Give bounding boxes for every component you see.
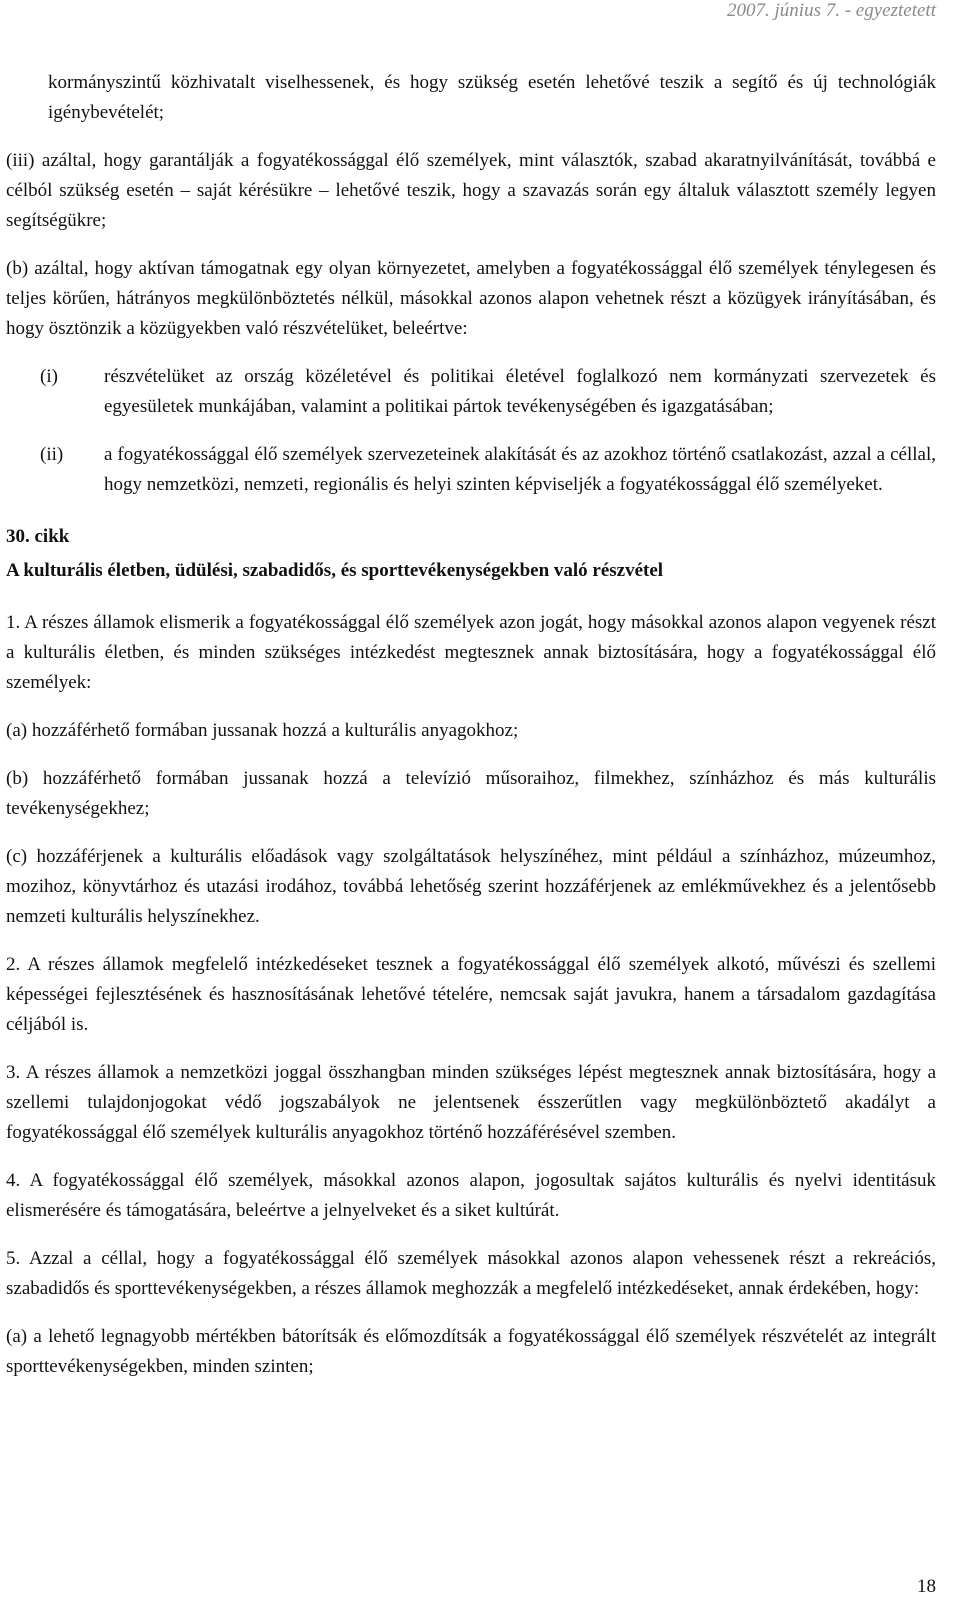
document-date-header: 2007. június 7. - egyeztetett bbox=[727, 0, 936, 21]
article-paragraph-1-b: (b) hozzáférhető formában jussanak hozzá a televízió műsoraihoz, filmekhez, színházhoz és más kulturális tevékenységekhez; bbox=[6, 768, 936, 819]
clause-b-i bbox=[40, 362, 936, 422]
article-paragraph-5-a: (a) a lehető legnagyobb mértékben bátorítsák és előmozdítsák a fogyatékossággal élő személyek részvételét az integrált sporttevékenységekben, minden szinten; bbox=[6, 1326, 936, 1377]
clause-iii: (iii) azáltal, hogy garantálják a fogyatékossággal élő személyek, mint választók, szabad akaratnyilvánítását, továbbá e célból szükség esetén – saját kérésükre – lehetővé teszik, hogy a szavazás során egy általuk választott személy legyen segítségükre; bbox=[6, 150, 936, 231]
article-title: A kulturális életben, üdülési, szabadidős, és sporttevékenységekben való részvétel bbox=[6, 560, 664, 581]
article-paragraph-2: 2. A részes államok megfelelő intézkedéseket tesznek a fogyatékossággal élő személyek alkotó, művészi és szellemi képességei fejlesztésének és hasznosításának lehetővé tételére, nemcsak saját javukra, hanem a társadalom gazdagítása céljából is. bbox=[6, 954, 936, 1035]
article-paragraph-5: 5. Azzal a céllal, hogy a fogyatékossággal élő személyek másokkal azonos alapon vehessenek részt a rekreációs, szabadidős és sporttevékenységekben, a részes államok meghozzák a megfelelő intézkedéseket, annak érdekében, hogy: bbox=[6, 1248, 936, 1299]
article-paragraph-4: 4. A fogyatékossággal élő személyek, másokkal azonos alapon, jogosultak sajátos kulturális és nyelvi identitásuk elismerésére és támogatására, beleértve a jelnyelveket és a siket kultúrát. bbox=[6, 1170, 936, 1221]
clause-b-ii-text: a fogyatékossággal élő személyek szervezeteinek alakítását és az azokhoz történő csatlakozást, azzal a céllal, hogy nemzetközi, nemzeti, regionális és helyi szinten képviseljék a fogyatékossággal élő személyeket. bbox=[104, 444, 936, 495]
paragraph-continuation: kormányszintű közhivatalt viselhessenek, és hogy szükség esetén lehetővé teszik a segítő és új technológiák igénybevételét; bbox=[48, 72, 936, 123]
clause-b-ii-label: (ii) bbox=[40, 444, 64, 465]
article-paragraph-1-a: (a) hozzáférhető formában jussanak hozzá a kulturális anyagokhoz; bbox=[6, 720, 519, 741]
article-paragraph-3: 3. A részes államok a nemzetközi joggal összhangban minden szükséges lépést megtesznek annak biztosítására, hogy a szellemi tulajdonjogokat védő jogszabályok ne jelentsenek ésszerűtlen vagy megkülönböztető akadályt a fogyatékossággal élő személyek kulturális anyagokhoz történő hozzáférésével szemben. bbox=[6, 1062, 936, 1143]
page-number: 18 bbox=[917, 1576, 936, 1597]
document-body bbox=[6, 68, 936, 1382]
clause-b-i-text: részvételüket az ország közéletével és politikai életével foglalkozó nem kormányzati szervezetek és egyesületek munkájában, valamint a politikai pártok tevékenységében és igazgatásában; bbox=[104, 366, 936, 417]
clause-b-ii bbox=[40, 440, 936, 500]
article-paragraph-1-c: (c) hozzáférjenek a kulturális előadások vagy szolgáltatások helyszínéhez, mint például a színházhoz, múzeumhoz, mozihoz, könyvtárhoz és utazási irodához, továbbá lehetőség szerint hozzáférjenek az emlékművekhez és a jelentősebb nemzeti kulturális helyszínekhez. bbox=[6, 846, 936, 927]
article-paragraph-1: 1. A részes államok elismerik a fogyatékossággal élő személyek azon jogát, hogy másokkal azonos alapon vegyenek részt a kulturális életben, és minden szükséges intézkedést megtesznek annak biztosítására, hogy a fogyatékossággal élő személyek: bbox=[6, 612, 936, 693]
clause-b: (b) azáltal, hogy aktívan támogatnak egy olyan környezetet, amelyben a fogyatékossággal élő személyek ténylegesen és teljes körűen, hátrányos megkülönböztetés nélkül, másokkal azonos alapon vehetnek részt a közügyek irányításában, és hogy ösztönzik a közügyekben való részvételüket, beleértve: bbox=[6, 258, 936, 339]
clause-b-i-label: (i) bbox=[40, 366, 58, 387]
article-number: 30. cikk bbox=[6, 526, 70, 547]
